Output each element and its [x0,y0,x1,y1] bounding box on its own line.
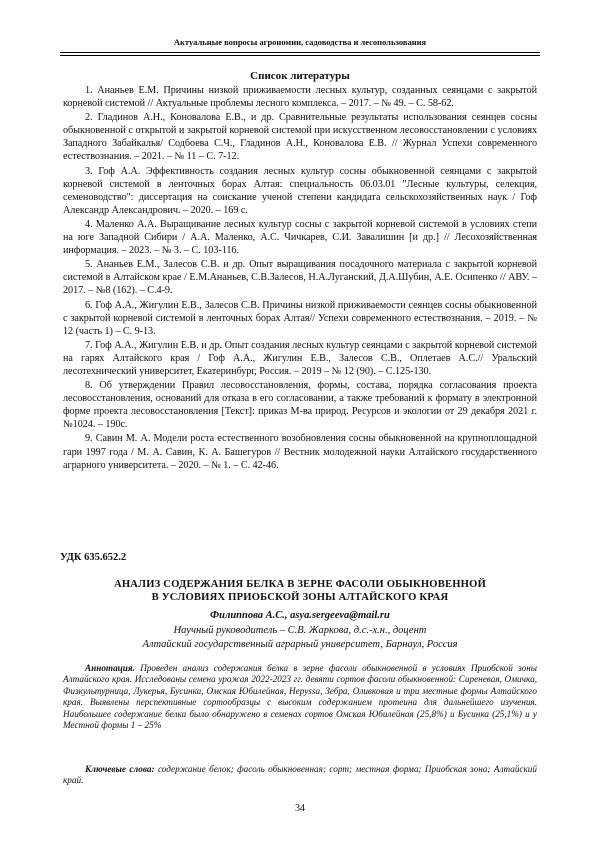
article-title-line-1: АНАЛИЗ СОДЕРЖАНИЯ БЕЛКА В ЗЕРНЕ ФАСОЛИ ОБЫКНОВЕННОЙ [113,579,487,590]
article-title [80,578,520,604]
reference-item: 2. Гладинов А.Н., Коновалова Е.В., и др. Сравнительные результаты использования сеянцев сосны обыкновенной с открытой и закрытой корневой системой при искусственном лесовосстановлении с условиях Западного Забайкалья/ Содбоева С.Ч., Гладинов А.Н., Коновалова Е.В. // Журнал Успехи современного естествознания. – 2021. – № 11 – С. 7-12. [63,112,537,163]
reference-item: 1. Ананьев Е.М. Причины низкой приживаемости лесных культур, созданных сеянцами с закрытой корневой системой // Актуальные проблемы лесного комплекса. – 2017. – № 49. – С. 58-62. [63,85,537,110]
references-title: Список литературы [250,70,350,82]
reference-item: 8. Об утверждении Правил лесовосстановления, формы, состава, порядка согласования проекта лесовосстановления, оснований для отказа в его согласовании, а также требований к формату в электронной форме проекта лесовосстановления [Текст]: приказ М-ва природ. Ресурсов и экологии от 29 декабря 2021 г. №1024. – 190с. [63,380,537,431]
supervisor-line: Научный руководитель – С.В. Жаркова, д.с.-х.н., доцент [173,625,427,636]
reference-item: 6. Гоф А.А., Жигулин Е.В., Залесов С.В. Причины низкой приживаемости сеянцев сосны обыкновенной с закрытой корневой системой в ленточных борах Алтая// Успехи современного естествознания. – 2019. – № 12 (часть 1) – С. 9-13. [63,299,537,337]
header-rule-thin [60,55,540,56]
abstract-label: Аннотация. [85,663,135,673]
abstract-text: Проведен анализ содержания белка в зерне фасоли обыкновенной в условиях Приобской зоны Алтайского края. Исследованы семена урожая 2022-2023 гг. девяти сортов фасоли обыкновенной: Сиреневая, Омичка, Физкультурница, Лукерья, Бусинка, Омская Юбилейная, Неруssa, Зебра, Оливковая и три местные формы Алтайского края. Выявлены перспективные сортообразцы с высоким содержанием протеина для дальнейшего изучения. Наибольшее содержание белка было обнаружено в семенах сортов Омская Юбилейная (25,8%) и Бусинка (25,1%) и у Местной формы 1 – 25% [63,663,537,731]
running-header: Актуальные вопросы агрономии, садоводства и лесопользования [173,37,427,47]
reference-item: 7. Гоф А.А., Жигулин Е.В. и др. Опыт создания лесных культур сеянцами с закрытой корневой системой на гарях Алтайского края / Гоф А.А., Жигулин Е.В., Залесов С.В., Оплетаев А.С.// Уральский лесотехнический университет, Екатеринбург, Россия. – 2019 – № 12 (90). – С.125-130. [63,339,537,377]
reference-item: 4. Маленко А.А. Выращивание лесных культур сосны с закрытой корневой системой в условиях степи на юге Западной Сибири / А.А. Маленко, А.С. Чичкарев, С.И. Завалишин [и др.] // Лесохозяйственная информация. – 2023. – № 3. – С. 103-116. [63,218,537,257]
page-number: 34 [295,803,305,814]
reference-item: 9. Савин М. А. Модели роста естественного возобновления сосны обыкновенной на крупноплощадной гари 1997 года / М. А. Савин, К. А. Башегуров // Вестник молодежной науки Алтайского государственного аграрного университета. – 2020. – № 1. – С. 42-46. [63,433,537,471]
keywords [63,764,537,787]
reference-item: 3. Гоф А.А. Эффективность создания лесных культур сосны обыкновенной сеянцами с закрытой корневой системой в ленточных борах Алтая: специальность 06.03.01 "Лесные культуры, селекция, семеноводство": диссертация на соискание ученой степени кандидата сельскохозяйственных наук / Гоф Александр Александрович. – 2020. – 169 с. [63,165,537,216]
header-rule [60,52,540,53]
affiliation-line: Алтайский государственный аграрный университет, Барнаул, Россия [142,639,458,650]
article-title-line-2: В УСЛОВИЯХ ПРИОБСКОЙ ЗОНЫ АЛТАЙСКОГО КРАЯ [151,592,449,603]
udc-code: УДК 635.652.2 [60,552,127,563]
reference-item: 5. Ананьев Е.М., Залесов С.В. и др. Опыт выращивания посадочного материала с закрытой корневой системой в Алтайском крае / Е.М.Ананьев, С.В.Залесов, Н.А.Луганский, Д.А.Шубин, А.Е. Осипенко // АВУ. – 2017. – №8 (162). – С.4-9. [63,259,537,297]
keywords-text: содержание белок; фасоль обыкновенная; сорт; местная форма; Приобская зона; Алтайский край. [63,764,537,786]
abstract [63,663,537,731]
keywords-label: Ключевые слова: [85,764,155,774]
author-byline: Филиппова А.С., asya.sergeeva@mail.ru [210,610,390,621]
references-list [63,84,537,473]
